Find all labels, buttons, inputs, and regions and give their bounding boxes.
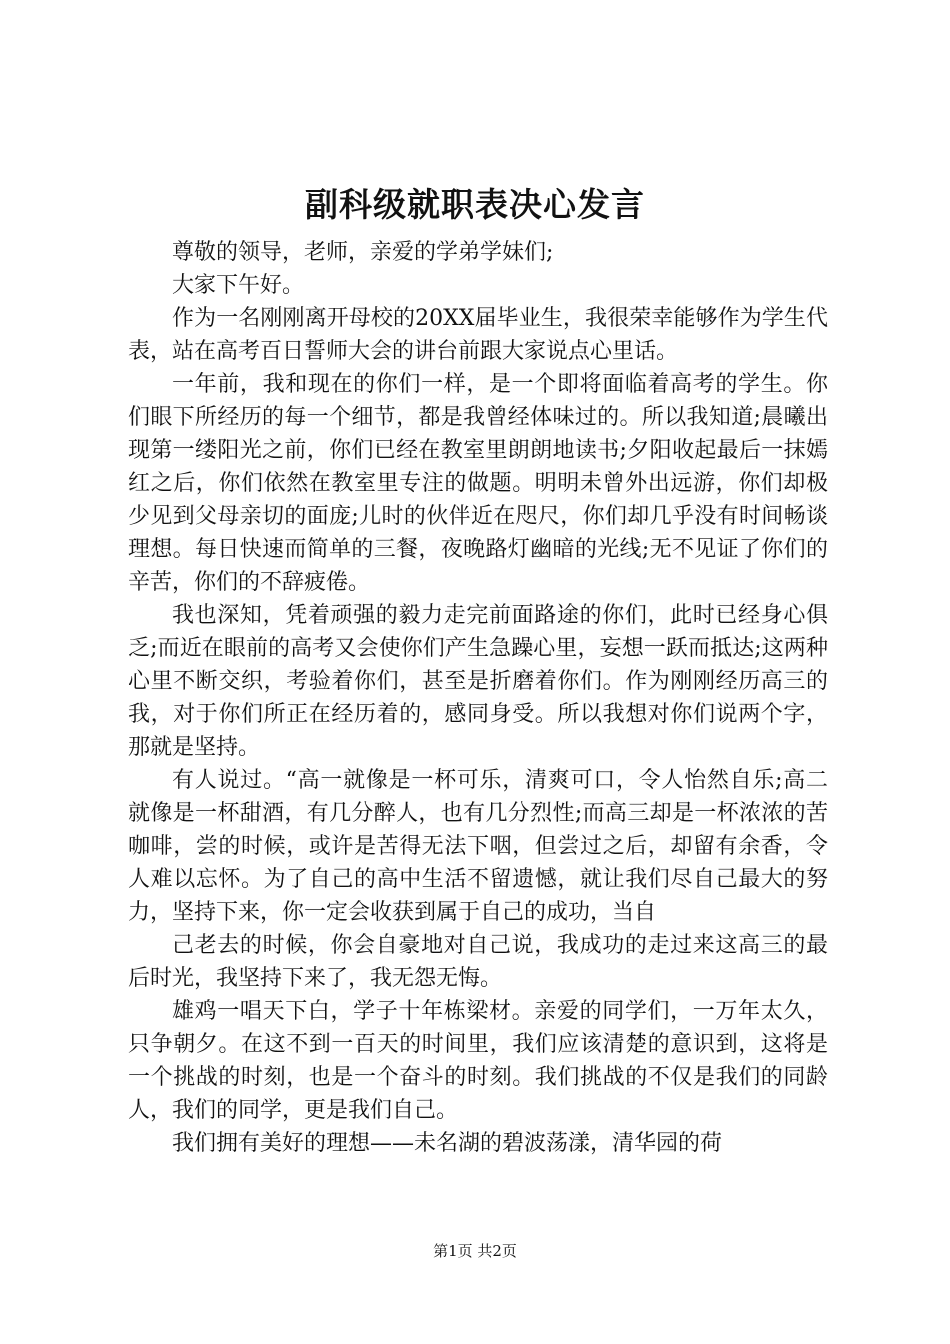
page-footer: 第1页 共2页: [433, 1242, 517, 1260]
paragraph-rooster: 雄鸡一唱天下白，学子十年栋梁材。亲爱的同学们，一万年太久，只争朝夕。在这不到一百天的时间里，我们应该清楚的意识到，这将是一个挑战的时刻，也是一个奋斗的时刻。我们挑战的不仅是我们的同龄人，我们的同学，更是我们自己。: [128, 999, 828, 1123]
paragraph-when-old: 己老去的时候，你会自豪地对自己说，我成功的走过来这高三的最后时光，我坚持下来了，我无怨无悔。: [128, 933, 828, 991]
document-title: 副科级就职表决心发言: [305, 185, 645, 224]
paragraph-someone-said: 有人说过。“高一就像是一杯可乐，清爽可口，令人怡然自乐;高二就像是一杯甜酒，有几分醉人，也有几分烈性;而高三却是一杯浓浓的苦咖啡，尝的时候，或许是苦得无法下咽，但尝过之后，却留有余香，令人难以忘怀。为了自己的高中生活不留遗憾，就让我们尽自己最大的努力，坚持下来，你一定会收获到属于自己的成功，当自: [128, 768, 828, 925]
paragraph-good-afternoon: 大家下午好。: [172, 273, 305, 298]
document-body: [128, 236, 828, 1160]
paragraph-deeply-know: 我也深知，凭着顽强的毅力走完前面路途的你们，此时已经身心俱乏;而近在眼前的高考又会使你们产生急躁心里，妄想一跃而抵达;这两种心里不断交织，考验着你们，甚至是折磨着你们。作为刚刚经历高三的我，对于你们所正在经历着的，感同身受。所以我想对你们说两个字，那就是坚持。: [128, 603, 828, 760]
paragraph-ideals: 我们拥有美好的理想——未名湖的碧波荡漾，清华园的荷: [172, 1131, 723, 1156]
paragraph-introduction: 作为一名刚刚离开母校的20XX届毕业生，我很荣幸能够作为学生代表，站在高考百日誓师大会的讲台前跟大家说点心里话。: [128, 306, 828, 364]
paragraph-greeting: 尊敬的领导，老师，亲爱的学弟学妹们;: [172, 240, 554, 265]
paragraph-one-year-ago: 一年前，我和现在的你们一样，是一个即将面临着高考的学生。你们眼下所经历的每一个细节，都是我曾经体味过的。所以我知道;晨曦出现第一缕阳光之前，你们已经在教室里朗朗地读书;夕阳收起最后一抹嫣红之后，你们依然在教室里专注的做题。明明未曾外出远游，你们却极少见到父母亲切的面庞;儿时的伙伴近在咫尺，你们却几乎没有时间畅谈理想。每日快速而简单的三餐，夜晚路灯幽暗的光线;无不见证了你们的辛苦，你们的不辞疲倦。: [128, 372, 828, 595]
